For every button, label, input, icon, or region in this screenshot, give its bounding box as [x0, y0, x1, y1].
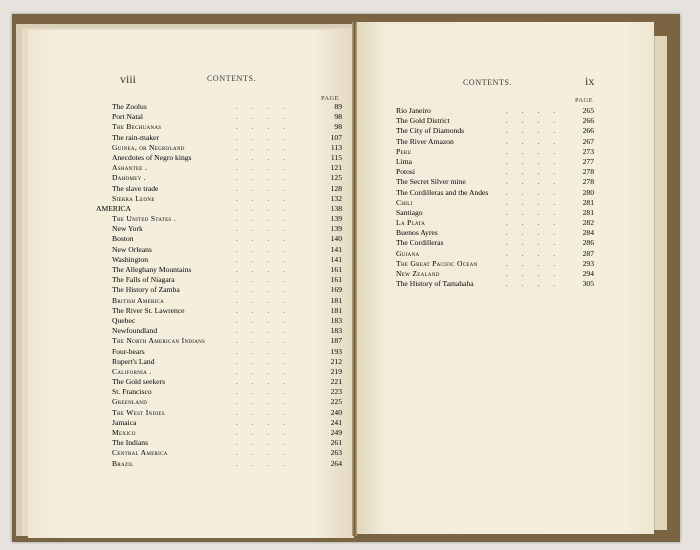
contents-entry [96, 234, 342, 244]
contents-entry [396, 137, 594, 147]
entry-page-number: 263 [330, 448, 342, 458]
entry-page-number: 161 [330, 265, 342, 274]
entry-page-number: 183 [330, 315, 342, 325]
contents-entry [396, 106, 594, 116]
entry-page-number: 139 [330, 214, 342, 224]
leader-dots: . . . . [236, 245, 285, 254]
entry-title: The Cordilleras and the Andes [396, 187, 489, 197]
leader-dots: . . . . [236, 215, 285, 224]
leader-dots: . . . . [236, 337, 285, 346]
entry-title: Central America [112, 448, 168, 458]
entry-title: Brazil [112, 458, 134, 468]
contents-entry [96, 245, 342, 255]
contents-entry [96, 153, 342, 163]
entry-page-number: 193 [330, 346, 342, 356]
contents-entry [96, 357, 342, 367]
leader-dots: . . . . [506, 137, 555, 146]
leader-dots: . . . . [236, 327, 285, 336]
entry-title: The West Indies [112, 407, 165, 417]
entry-title: The Gold District [396, 116, 450, 126]
contents-entry [96, 275, 342, 285]
leader-dots: . . . . [236, 296, 285, 305]
entry-page-number: 169 [330, 285, 342, 295]
entry-title: The slave trade [112, 183, 159, 193]
entry-page-number: 241 [330, 417, 342, 427]
entry-page-number: 282 [582, 218, 594, 228]
leader-dots: . . . . [236, 276, 285, 285]
contents-entry [96, 194, 342, 204]
entry-title: British America [112, 295, 165, 305]
entry-title: Santiago [396, 207, 423, 217]
entry-page-number: 161 [330, 275, 342, 285]
entry-page-number: 139 [330, 224, 342, 234]
leader-dots: . . . . [506, 198, 555, 207]
contents-entry [96, 285, 342, 295]
entry-page-number: 98 [334, 112, 342, 122]
leader-dots: . . . . [236, 255, 285, 264]
leader-dots: . . . . [236, 388, 285, 397]
entry-title: The Bechuanas [112, 122, 162, 132]
contents-entry [396, 116, 594, 126]
entry-page-number: 187 [330, 336, 342, 346]
contents-entry [96, 438, 342, 448]
entry-title: Boston [112, 234, 134, 244]
entry-title: Mexico [112, 428, 136, 437]
contents-entry [96, 418, 342, 428]
entry-title: The Great Pacific Ocean [396, 258, 478, 268]
leader-dots: . . . . [236, 398, 285, 407]
contents-entry [96, 347, 342, 357]
leader-dots: . . . . [506, 280, 555, 289]
entry-page-number: 140 [330, 234, 342, 244]
entry-page-number: 212 [330, 356, 342, 366]
contents-entry [396, 279, 594, 289]
entry-page-number: 223 [330, 387, 342, 397]
contents-entry [396, 208, 594, 218]
entry-title: The River Amazon [396, 136, 454, 146]
left-folio: viii [120, 72, 137, 86]
entry-title: The Indians [112, 438, 149, 448]
entry-title: Quebec [112, 315, 136, 325]
left-page-column-label: PAGE [321, 95, 339, 102]
entry-page-number: 287 [582, 248, 594, 258]
right-contents-list [396, 106, 594, 289]
entry-page-number: 128 [330, 183, 342, 193]
contents-entry [96, 112, 342, 122]
contents-entry [396, 269, 594, 279]
entry-page-number: 115 [330, 152, 342, 162]
left-running-head: CONTENTS. [207, 74, 257, 83]
leader-dots: . . . . [236, 418, 285, 427]
entry-page-number: 273 [582, 146, 594, 156]
leader-dots: . . . . [236, 439, 285, 448]
contents-entry [396, 157, 594, 167]
leader-dots: . . . . [506, 249, 555, 258]
leader-dots: . . . . [236, 184, 285, 193]
leader-dots: . . . . [236, 153, 285, 162]
entry-page-number: 278 [582, 167, 594, 177]
book-gutter [352, 22, 357, 536]
contents-entry [96, 336, 342, 346]
contents-entry [396, 259, 594, 269]
leader-dots: . . . . [236, 459, 285, 468]
contents-entry [396, 218, 594, 228]
leader-dots: . . . . [506, 208, 555, 217]
contents-entry [396, 147, 594, 157]
contents-entry [96, 224, 342, 234]
entry-page-number: 286 [582, 238, 594, 248]
entry-title: Washington [112, 254, 149, 264]
leader-dots: . . . . [506, 239, 555, 248]
entry-title: The rain-maker [112, 132, 160, 142]
entry-title: Jamaica [112, 417, 137, 427]
entry-page-number: 264 [330, 458, 342, 468]
entry-page-number: 240 [330, 407, 342, 417]
entry-page-number: 266 [582, 126, 594, 136]
leader-dots: . . . . [236, 449, 285, 458]
contents-entry [96, 326, 342, 336]
leader-dots: . . . . [236, 357, 285, 366]
entry-title: Rio Janeiro [396, 106, 431, 115]
entry-page-number: 266 [582, 116, 594, 126]
entry-page-number: 294 [582, 269, 594, 278]
contents-entry [96, 459, 342, 469]
contents-entry [396, 249, 594, 259]
entry-page-number: 89 [334, 102, 342, 111]
left-contents-list [96, 102, 342, 469]
contents-entry [396, 238, 594, 248]
entry-title: AMERICA [96, 203, 132, 213]
entry-page-number: 265 [582, 106, 594, 115]
leader-dots: . . . . [236, 194, 285, 203]
entry-page-number: 181 [330, 305, 342, 315]
entry-title: Port Natal [112, 112, 144, 122]
leader-dots: . . . . [236, 266, 285, 274]
entry-page-number: 281 [582, 197, 594, 207]
entry-title: Buenos Ayres [396, 228, 438, 238]
contents-entry [96, 255, 342, 265]
entry-title: The Zoolus [112, 102, 147, 111]
leader-dots: . . . . [236, 225, 285, 234]
leader-dots: . . . . [236, 113, 285, 122]
right-running-head: CONTENTS. [463, 78, 513, 87]
contents-entry [396, 177, 594, 187]
contents-entry [96, 367, 342, 377]
entry-title: The Gold seekers [112, 377, 166, 387]
entry-title: Chili [396, 197, 413, 207]
contents-entry [96, 143, 342, 153]
contents-entry [96, 306, 342, 316]
entry-title: New Orleans [112, 244, 152, 254]
entry-page-number: 225 [330, 397, 342, 407]
entry-page-number: 138 [330, 203, 342, 213]
leader-dots: . . . . [506, 229, 555, 238]
contents-entry [96, 122, 342, 132]
contents-entry [96, 163, 342, 173]
entry-page-number: 141 [330, 244, 342, 254]
entry-title: The River St. Lawrence [112, 305, 185, 315]
entry-title: Guinea, or Negroland [112, 142, 185, 152]
leader-dots: . . . . [506, 270, 555, 278]
leader-dots: . . . . [236, 429, 285, 437]
entry-page-number: 98 [334, 122, 342, 132]
entry-title: The Falls of Niagara [112, 275, 175, 285]
leader-dots: . . . . [236, 306, 285, 315]
entry-page-number: 284 [582, 228, 594, 238]
entry-page-number: 281 [582, 207, 594, 217]
contents-entry [396, 198, 594, 208]
entry-title: The City of Diamonds [396, 126, 465, 136]
entry-page-number: 125 [330, 173, 342, 183]
right-page-column-label: PAGE [575, 97, 593, 104]
entry-title: Sierra Leone [112, 193, 155, 203]
contents-entry [96, 133, 342, 143]
contents-entry [96, 448, 342, 458]
leader-dots: . . . . [506, 127, 555, 136]
entry-title: The United States . [112, 214, 176, 224]
contents-entry [96, 408, 342, 418]
leader-dots: . . . . [236, 164, 285, 173]
leader-dots: . . . . [236, 347, 285, 356]
entry-title: Ashantee . [112, 163, 148, 173]
contents-entry [96, 428, 342, 438]
leader-dots: . . . . [506, 219, 555, 228]
entry-title: The Cordilleras [396, 238, 444, 248]
contents-entry [96, 377, 342, 387]
entry-page-number: 183 [330, 326, 342, 336]
leader-dots: . . . . [236, 408, 285, 417]
leader-dots: . . . . [236, 378, 285, 387]
entry-page-number: 141 [330, 254, 342, 264]
leader-dots: . . . . [506, 147, 555, 156]
contents-entry [96, 397, 342, 407]
leader-dots: . . . . [236, 286, 285, 295]
contents-entry [96, 296, 342, 306]
entry-title: The North American Indians [112, 336, 206, 346]
entry-title: California . [112, 366, 152, 376]
entry-page-number: 305 [582, 279, 594, 289]
entry-title: The History of Tamahaha [396, 279, 474, 289]
leader-dots: . . . . [506, 259, 555, 268]
entry-page-number: 107 [330, 132, 342, 142]
entry-page-number: 278 [582, 177, 594, 187]
entry-page-number: 280 [582, 187, 594, 197]
entry-page-number: 181 [330, 295, 342, 305]
contents-entry [96, 184, 342, 194]
entry-page-number: 249 [330, 428, 342, 437]
contents-entry [96, 316, 342, 326]
leader-dots: . . . . [236, 103, 285, 111]
entry-title: Greenland [112, 397, 148, 407]
entry-title: La Plata [396, 218, 426, 228]
contents-entry [96, 214, 342, 224]
leader-dots: . . . . [236, 367, 285, 376]
entry-title: Peru [396, 146, 412, 156]
leader-dots: . . . . [506, 178, 555, 187]
contents-entry [396, 188, 594, 198]
entry-title: Potosi [396, 167, 415, 177]
entry-page-number: 293 [582, 258, 594, 268]
leader-dots: . . . . [236, 174, 285, 183]
entry-title: New York [112, 224, 143, 234]
entry-page-number: 113 [330, 142, 342, 152]
entry-title: Dahomey . [112, 173, 146, 183]
entry-page-number: 132 [330, 193, 342, 203]
entry-title: The Secret Silver mine [396, 177, 466, 187]
entry-title: Four-bears [112, 346, 145, 356]
entry-page-number: 277 [582, 156, 594, 166]
leader-dots: . . . . [236, 133, 285, 142]
leader-dots: . . . . [506, 117, 555, 126]
entry-page-number: 261 [330, 438, 342, 448]
leader-dots: . . . . [236, 204, 285, 213]
leader-dots: . . . . [236, 235, 285, 244]
contents-entry [96, 387, 342, 397]
entry-page-number: 267 [582, 136, 594, 146]
entry-page-number: 221 [330, 377, 342, 387]
page-edges-right [654, 36, 667, 530]
contents-entry [396, 126, 594, 136]
entry-title: New Zealand [396, 269, 440, 278]
entry-page-number: 219 [330, 366, 342, 376]
entry-title: The Alleghany Mountains [112, 265, 192, 274]
leader-dots: . . . . [506, 168, 555, 177]
contents-entry [396, 228, 594, 238]
entry-title: Guiana [396, 248, 420, 258]
entry-title: The History of Zamba [112, 285, 180, 295]
leader-dots: . . . . [506, 107, 555, 115]
entry-title: Lima [396, 156, 413, 166]
leader-dots: . . . . [236, 143, 285, 152]
leader-dots: . . . . [506, 157, 555, 166]
contents-entry [96, 204, 342, 214]
entry-title: St. Francisco [112, 387, 152, 397]
entry-title: Rupert's Land [112, 356, 155, 366]
contents-entry [96, 102, 342, 112]
entry-title: Newfoundland [112, 326, 158, 336]
entry-title: Anecdotes of Negro kings [112, 152, 192, 162]
right-folio: ix [585, 74, 595, 88]
contents-entry [396, 167, 594, 177]
contents-entry [96, 265, 342, 275]
leader-dots: . . . . [236, 316, 285, 325]
entry-page-number: 121 [330, 163, 342, 173]
leader-dots: . . . . [236, 123, 285, 132]
contents-entry [96, 173, 342, 183]
leader-dots: . . . . [506, 188, 555, 197]
